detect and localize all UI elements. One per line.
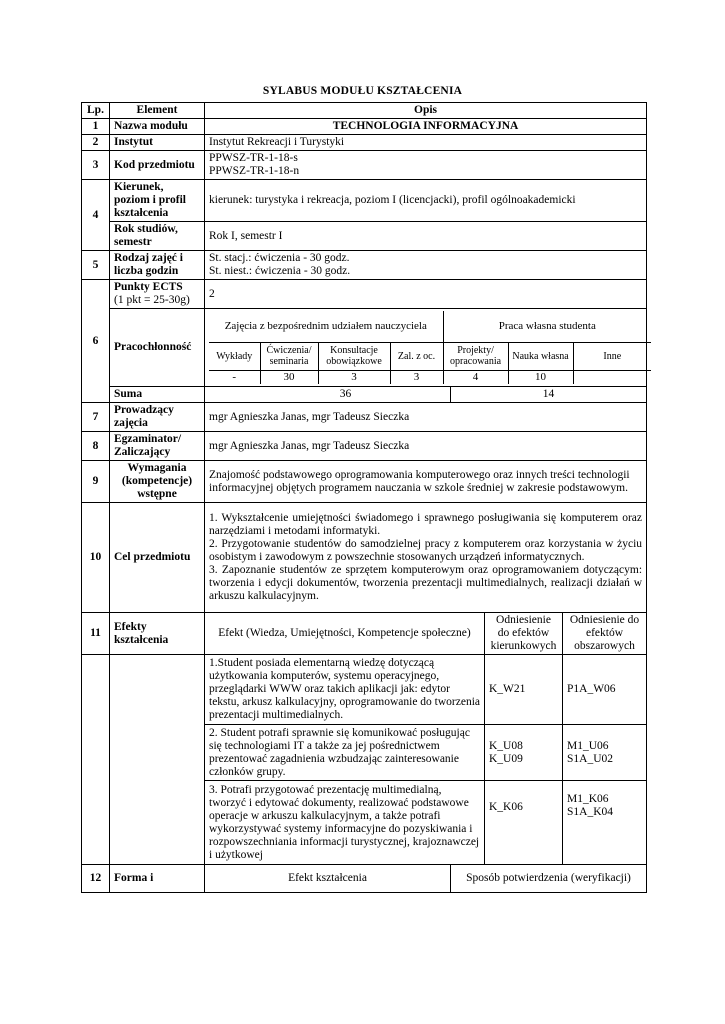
header-element: Element	[110, 103, 205, 119]
table-row	[82, 865, 647, 893]
row-label: Wymagania (kompetencje) wstępne	[110, 461, 205, 503]
field-of-study: kierunek: turystyka i rekreacja, poziom I (licencjacki), profil ogólnoakademicki	[205, 180, 647, 222]
header-lp: Lp.	[82, 103, 110, 119]
effect-3-area-1: M1_K06	[567, 793, 609, 805]
examiners: mgr Agnieszka Janas, mgr Tadeusz Sieczka	[205, 432, 647, 461]
row-number: 7	[82, 403, 110, 432]
row-number: 8	[82, 432, 110, 461]
row-number: 5	[82, 251, 110, 280]
row-label: Cel przedmiotu	[110, 503, 205, 613]
workload-cell	[205, 309, 647, 387]
table-row	[82, 251, 647, 280]
effect-2-direction	[485, 725, 563, 781]
course-goals	[205, 503, 647, 613]
workload-col-grade: Zal. z oc.	[390, 342, 443, 370]
table-row	[82, 180, 647, 222]
row-label: Rodzaj zajęć i liczba godzin	[110, 251, 205, 280]
table-row	[82, 725, 647, 781]
table-row	[82, 655, 647, 725]
effect-3-direction: K_K06	[485, 781, 563, 865]
row-label: Prowadzący zajęcia	[110, 403, 205, 432]
effect-2-area	[563, 725, 647, 781]
module-name: TECHNOLOGIA INFORMACYJNA	[205, 119, 647, 135]
row-label: Nazwa modułu	[110, 119, 205, 135]
workload-value-lectures: -	[209, 370, 260, 384]
effect-1-text: 1.Student posiada elementarną wiedzę dotyczącą użytkowania komputerów, systemu operacyjnego, przeglądarki WWW oraz takich aplikacji jak: edytor tekstu, arkusz kalkulacyjny, oprogramowanie do tworzenia prezentacji multimedialnych.	[205, 655, 485, 725]
row-number: 12	[82, 865, 110, 893]
row-number: 6	[82, 280, 110, 403]
table-row	[82, 119, 647, 135]
row-label: Kod przedmiotu	[110, 151, 205, 180]
workload-value-other	[573, 370, 651, 384]
empty-cell	[82, 725, 110, 781]
row-number: 9	[82, 461, 110, 503]
effect-2-direction-2: K_U09	[489, 752, 523, 765]
document-title: SYLABUS MODUŁU KSZTAŁCENIA	[262, 85, 463, 97]
empty-cell	[110, 781, 205, 865]
table-row	[82, 432, 647, 461]
row-number: 4	[82, 180, 110, 251]
class-hours-part-time: St. niest.: ćwiczenia - 30 godz.	[209, 265, 351, 277]
effect-1-direction: K_W21	[485, 655, 563, 725]
workload-value-exercises: 30	[260, 370, 318, 384]
institute-value: Instytut Rekreacji i Turystyki	[205, 135, 647, 151]
course-code-2: PPWSZ-TR-1-18-n	[209, 165, 300, 177]
ects-title: Punkty ECTS	[114, 281, 183, 293]
table-row	[82, 151, 647, 180]
effects-col-effect: Efekt (Wiedza, Umiejętności, Kompetencje społeczne)	[205, 613, 485, 655]
verification-col-method: Sposób potwierdzenia (weryfikacji)	[451, 865, 647, 893]
effect-3-area	[563, 781, 647, 865]
workload-value-projects: 4	[443, 370, 508, 384]
workload-label: Pracochłonność	[110, 309, 205, 387]
workload-col-other: Inne	[573, 342, 651, 370]
table-header-row	[82, 103, 647, 119]
syllabus-table	[81, 102, 647, 893]
workload-col-self-study: Nauka własna	[508, 342, 573, 370]
workload-col-lectures: Wykłady	[209, 342, 260, 370]
effect-2-area-2: S1A_U02	[567, 752, 614, 765]
table-row	[82, 403, 647, 432]
empty-cell	[82, 655, 110, 725]
course-code-1: PPWSZ-TR-1-18-s	[209, 152, 298, 164]
table-row	[82, 222, 647, 251]
workload-value-consultations: 3	[318, 370, 390, 384]
goal-3: 3. Zapoznanie studentów ze sprzętem komputerowym oraz oprogramowaniem dotyczącym: tworzenia i edycji dokumentów, tworzenia prezentacji multimedialnych, realizacji działań w arkuszu kalkulacyjnym.	[209, 564, 643, 602]
effect-2-text: 2. Student potrafi sprawnie się komunikować posługując się technologiami IT a także za jej pośrednictwem prezentować zagadnienia wzbudzając zainteresowanie członków grupy.	[205, 725, 485, 781]
row-label: Kierunek, poziom i profil kształcenia	[110, 180, 205, 222]
ects-label	[110, 280, 205, 309]
row-label: Egzaminator/ Zaliczający	[110, 432, 205, 461]
table-row	[82, 461, 647, 503]
table-row	[82, 503, 647, 613]
table-row	[82, 387, 647, 403]
table-row	[82, 781, 647, 865]
workload-group-own: Praca własna studenta	[443, 311, 651, 342]
sum-teacher: 36	[205, 387, 451, 403]
goal-1: 1. Wykształcenie umiejętności świadomego i sprawnego posługiwania się komputerem oraz narzędziami i metodami informatyki.	[209, 512, 643, 537]
effects-col-direction: Odniesienie do efektów kierunkowych	[485, 613, 563, 655]
row-number: 10	[82, 503, 110, 613]
empty-cell	[82, 781, 110, 865]
effect-3-area-2: S1A_K04	[567, 806, 614, 818]
empty-cell	[110, 725, 205, 781]
class-hours-full-time: St. stacj.: ćwiczenia - 30 godz.	[209, 252, 350, 264]
row-number: 1	[82, 119, 110, 135]
prerequisites: Znajomość podstawowego oprogramowania komputerowego oraz innych treści technologii informacyjnej objętych programem nauczania w szkole średniej w zakresie podstawowym.	[205, 461, 647, 503]
workload-table	[209, 311, 651, 384]
sum-label: Suma	[110, 387, 205, 403]
course-code	[205, 151, 647, 180]
effect-2-direction-1: K_U08	[489, 739, 523, 752]
row-number: 11	[82, 613, 110, 655]
workload-group-teacher: Zajęcia z bezpośrednim udziałem nauczyciela	[209, 311, 443, 342]
effects-col-area: Odniesienie do efektów obszarowych	[563, 613, 647, 655]
workload-col-projects: Projekty/ opracowania	[443, 342, 508, 370]
study-year: Rok I, semestr I	[205, 222, 647, 251]
row-number: 2	[82, 135, 110, 151]
workload-value-self-study: 10	[508, 370, 573, 384]
row-label: Instytut	[110, 135, 205, 151]
table-row	[82, 309, 647, 387]
row-label: Efekty kształcenia	[110, 613, 205, 655]
row-label: Forma i	[110, 865, 205, 893]
ects-subtitle: (1 pkt = 25-30g)	[114, 294, 190, 306]
table-row	[82, 135, 647, 151]
row-number: 3	[82, 151, 110, 180]
workload-col-exercises: Ćwiczenia/ seminaria	[260, 342, 318, 370]
header-opis: Opis	[205, 103, 647, 119]
effect-2-area-1: M1_U06	[567, 739, 609, 752]
row-label: Rok studiów, semestr	[110, 222, 205, 251]
sum-own: 14	[451, 387, 647, 403]
workload-col-consultations: Konsultacje obowiązkowe	[318, 342, 390, 370]
lecturers: mgr Agnieszka Janas, mgr Tadeusz Sieczka	[205, 403, 647, 432]
verification-col-effect: Efekt kształcenia	[205, 865, 451, 893]
table-row	[82, 280, 647, 309]
class-hours	[205, 251, 647, 280]
effect-3-text: 3. Potrafi przygotować prezentację multimedialną, tworzyć i edytować dokumenty, realizować podstawowe operacje w arkuszu kalkulacyjnym, a także potrafi wykorzystywać systemy informacyjne do pozyskiwania i rozpowszechniania informacji turystycznej, krajoznawczej i użytkowej	[205, 781, 485, 865]
table-row	[82, 613, 647, 655]
ects-value: 2	[205, 280, 647, 309]
goal-2: 2. Przygotowanie studentów do samodzielnej pracy z komputerem oraz korzystania w życiu osobistym i zawodowym z powszechnie stosowanych urządzeń informatycznych.	[209, 538, 643, 563]
workload-value-grade: 3	[390, 370, 443, 384]
effect-1-area: P1A_W06	[563, 655, 647, 725]
empty-cell	[110, 655, 205, 725]
